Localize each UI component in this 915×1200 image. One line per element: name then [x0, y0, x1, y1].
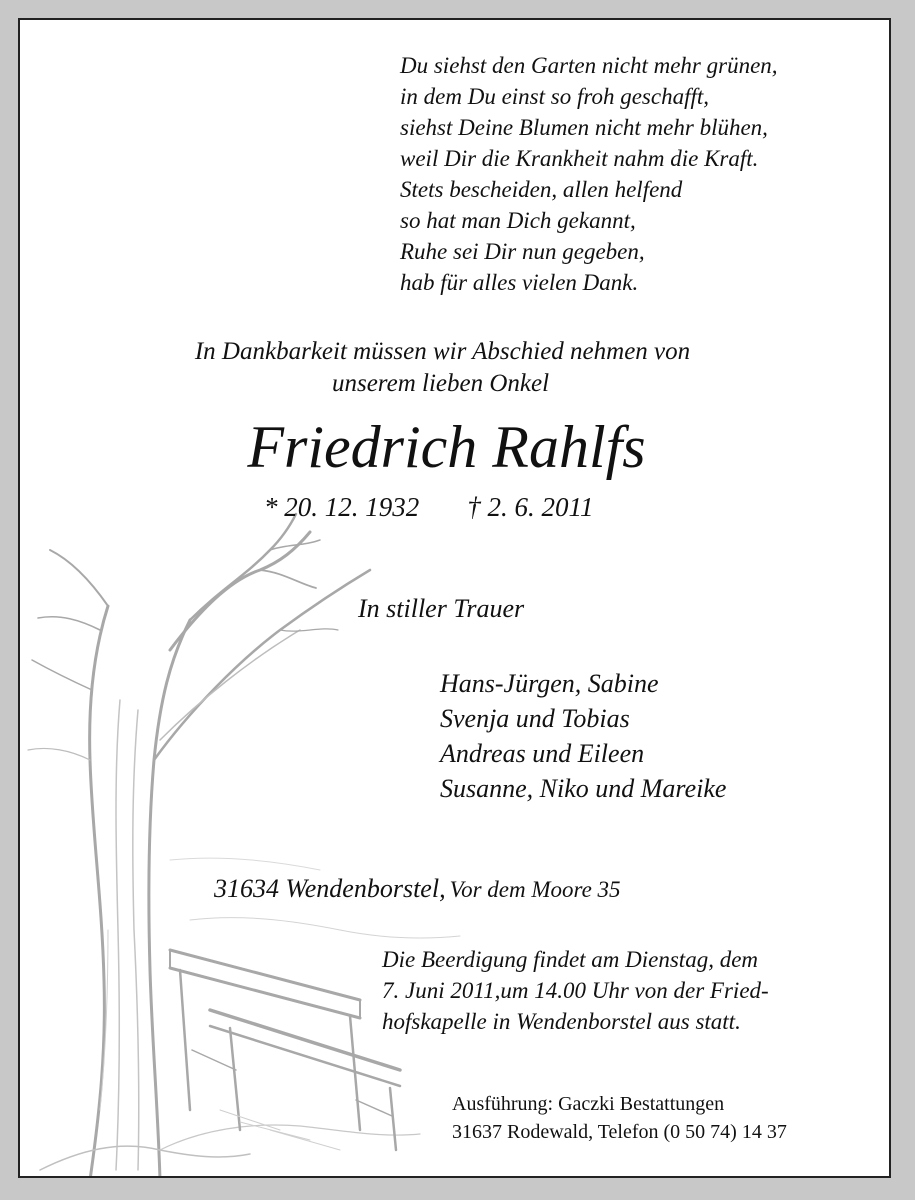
farewell-intro [20, 336, 891, 400]
obituary-card [18, 18, 891, 1178]
birth-date: * 20. 12. 1932 [264, 492, 420, 522]
funeral-line: Die Beerdigung findet am Dienstag, dem [382, 947, 759, 972]
undertaker-info [452, 1090, 787, 1146]
poem-line: Du siehst den Garten nicht mehr grünen, [400, 53, 778, 78]
family-member: Andreas und Eileen [440, 739, 645, 768]
poem-line: so hat man Dich gekannt, [400, 208, 636, 233]
deceased-name-block [20, 412, 891, 482]
mourning-label: In stiller Trauer [358, 594, 525, 623]
undertaker-line: Ausführung: Gaczki Bestattungen [452, 1093, 725, 1115]
intro-line: In Dankbarkeit müssen wir Abschied nehmen von [194, 338, 691, 365]
family-member: Hans-Jürgen, Sabine [440, 669, 659, 698]
address [214, 874, 621, 904]
funeral-line: hofskapelle in Wendenborstel aus statt. [382, 1009, 741, 1034]
address-street: Vor dem Moore 35 [449, 877, 621, 902]
poem-line: siehst Deine Blumen nicht mehr blühen, [400, 115, 768, 140]
family-member: Svenja und Tobias [440, 704, 630, 733]
undertaker-line: 31637 Rodewald, Telefon (0 50 74) 14 37 [452, 1121, 787, 1143]
poem [400, 50, 778, 298]
poem-line: Ruhe sei Dir nun gegeben, [400, 239, 645, 264]
address-city: 31634 Wendenborstel, [214, 874, 446, 903]
poem-line: in dem Du einst so froh geschafft, [400, 84, 709, 109]
family-list [440, 666, 726, 806]
family-member: Susanne, Niko und Mareike [440, 774, 727, 803]
life-dates [264, 490, 594, 524]
funeral-line: 7. Juni 2011,um 14.00 Uhr von der Fried- [382, 978, 769, 1003]
intro-line: unserem lieben Onkel [331, 370, 550, 397]
funeral-notice [382, 944, 769, 1037]
death-date: † 2. 6. 2011 [467, 492, 594, 522]
poem-line: hab für alles vielen Dank. [400, 270, 639, 295]
poem-line: Stets bescheiden, allen helfend [400, 177, 683, 202]
poem-line: weil Dir die Krankheit nahm die Kraft. [400, 146, 759, 171]
deceased-name: Friedrich Rahlfs [247, 414, 646, 480]
